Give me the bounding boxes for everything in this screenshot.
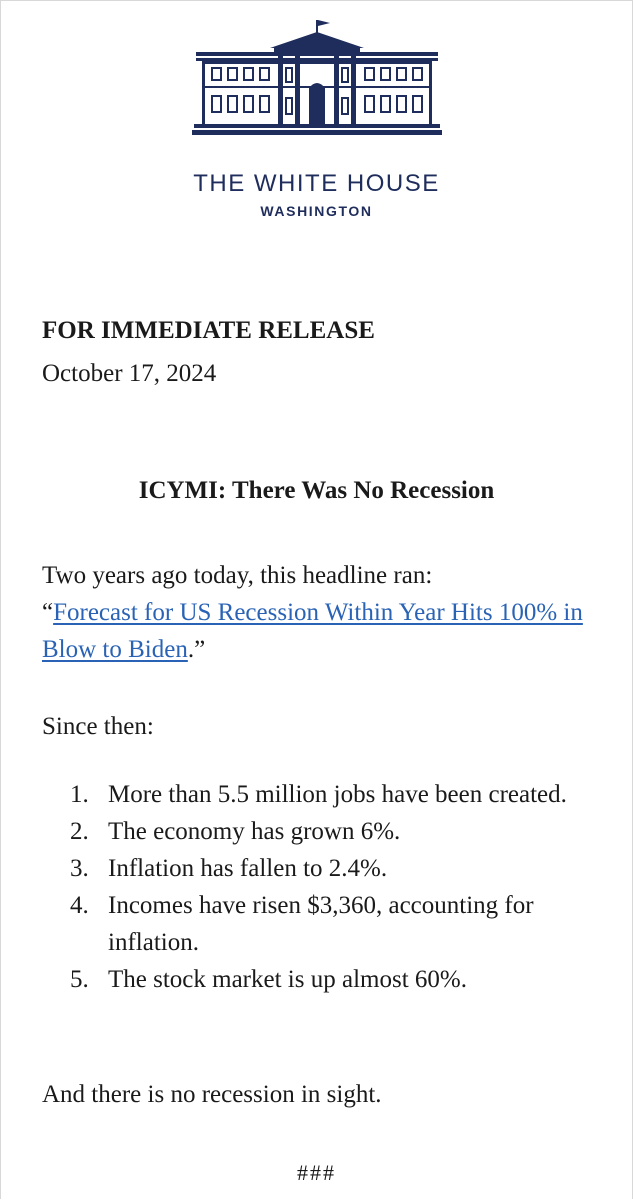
- close-quote: .”: [187, 636, 206, 663]
- list-item: [70, 887, 590, 961]
- org-name: THE WHITE HOUSE: [193, 170, 440, 197]
- list-item: [70, 850, 590, 887]
- end-mark: ###: [297, 1160, 336, 1185]
- list-item-text: The stock market is up almost 60%.: [108, 966, 467, 993]
- white-house-logo: [0, 18, 633, 143]
- open-quote: “: [42, 599, 54, 626]
- release-label: FOR IMMEDIATE RELEASE: [42, 317, 375, 344]
- list-item: [70, 813, 590, 850]
- list-number: 4.: [70, 892, 89, 919]
- list-item: [70, 961, 590, 998]
- since-then-text: Since then:: [42, 713, 154, 740]
- closing-text: And there is no recession in sight.: [42, 1081, 382, 1108]
- white-house-building-icon: [192, 18, 442, 143]
- headline-link[interactable]: Forecast for US Recession Within Year Hits 100% in Blow to Biden: [42, 599, 583, 663]
- list-item-text: More than 5.5 million jobs have been created.: [108, 781, 567, 808]
- list-number: 3.: [70, 855, 89, 882]
- list-item-text: Incomes have risen $3,360, accounting for inflation.: [108, 892, 534, 956]
- list-number: 5.: [70, 966, 89, 993]
- list-item-text: Inflation has fallen to 2.4%.: [108, 855, 388, 882]
- list-number: 2.: [70, 818, 89, 845]
- intro-paragraph: [42, 557, 602, 668]
- release-date: October 17, 2024: [42, 360, 217, 387]
- list-item-text: The economy has grown 6%.: [108, 818, 401, 845]
- list-item: [70, 776, 590, 813]
- stats-list: [70, 776, 590, 998]
- intro-text: Two years ago today, this headline ran:: [42, 562, 433, 589]
- org-location: WASHINGTON: [260, 203, 373, 219]
- list-number: 1.: [70, 781, 89, 808]
- press-headline: ICYMI: There Was No Recession: [138, 477, 495, 504]
